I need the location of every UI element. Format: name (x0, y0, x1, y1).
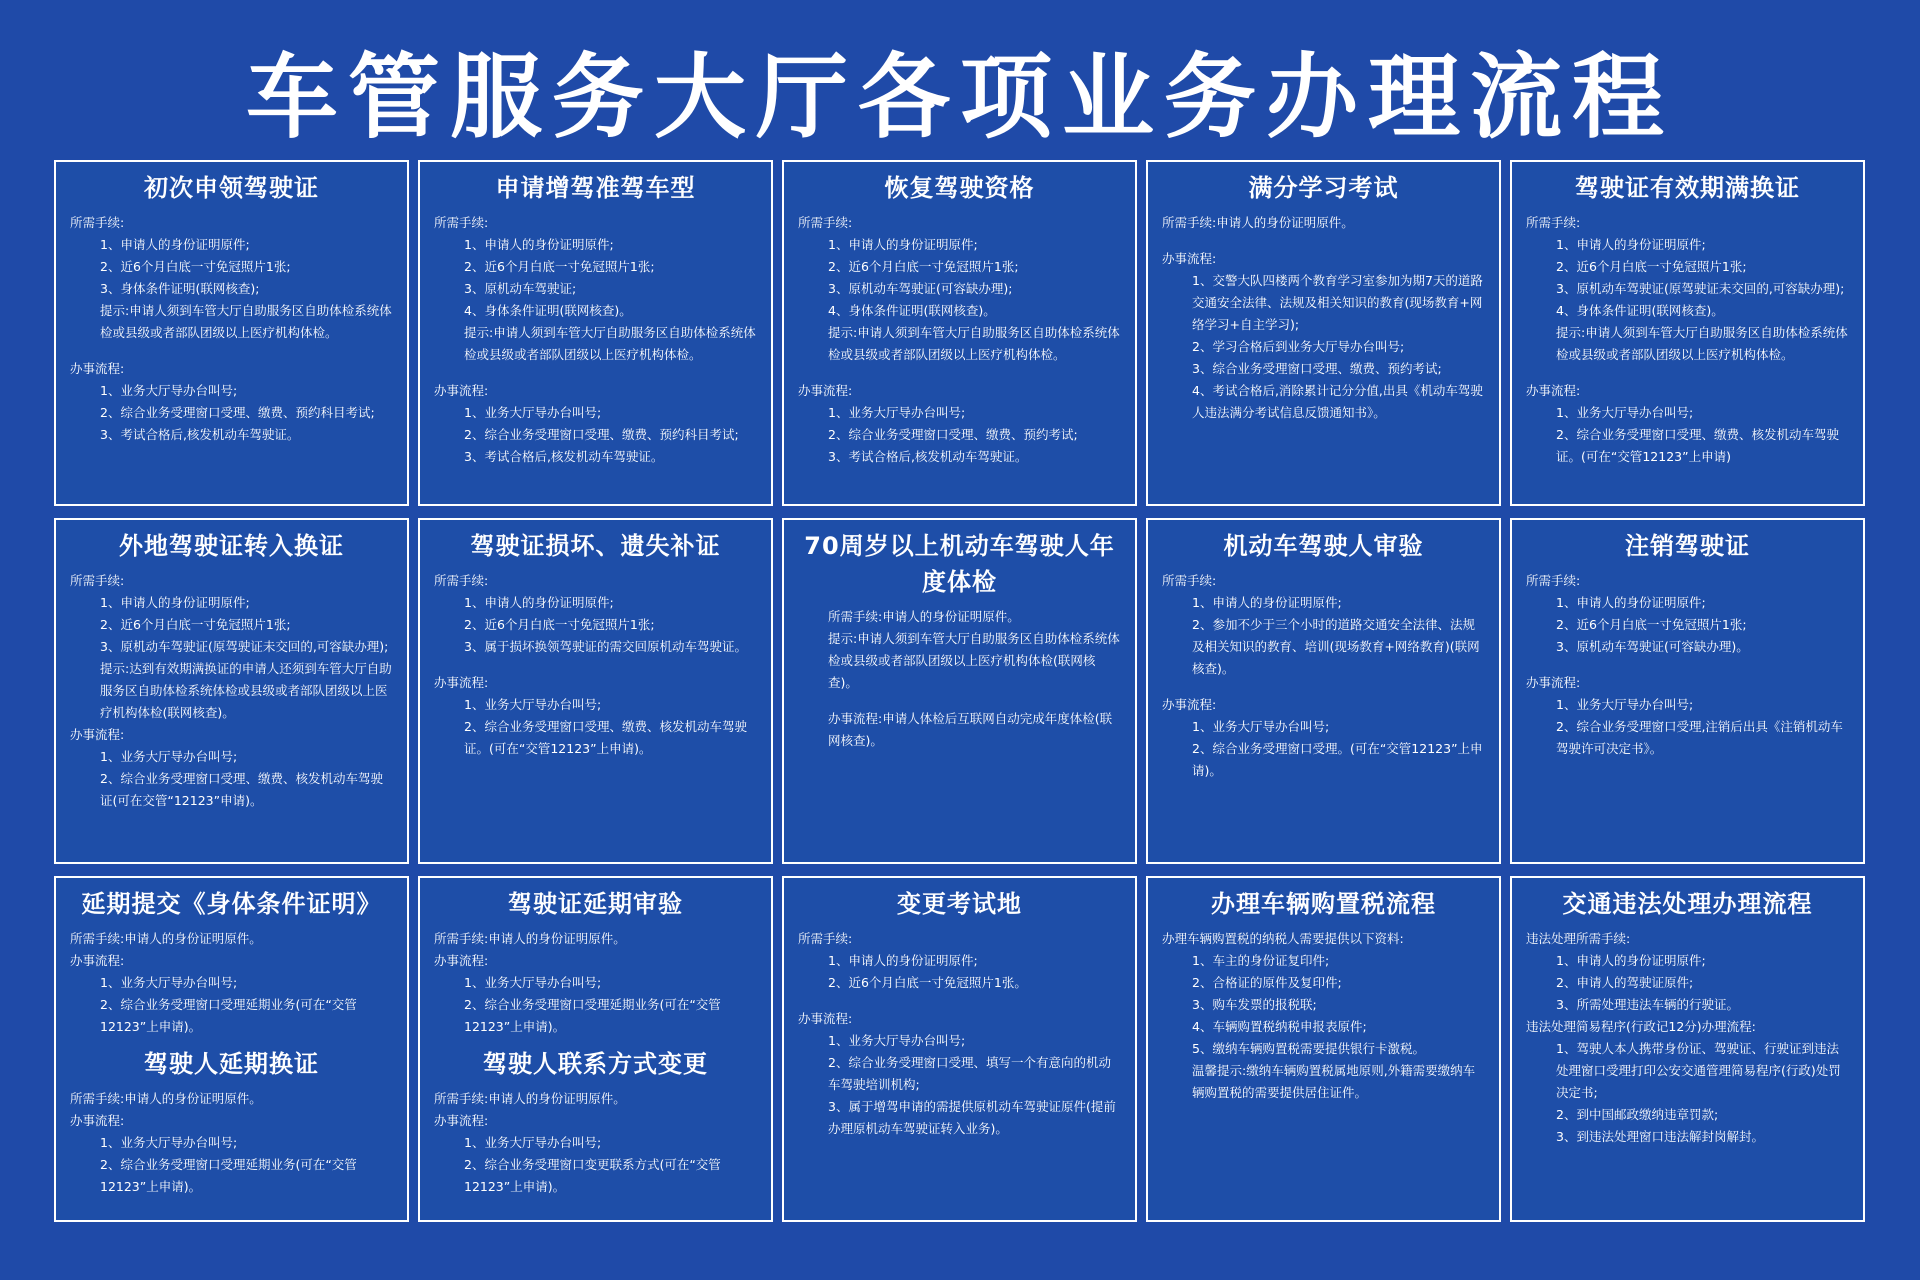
panel-text-line: 4、考试合格后,消除累计记分分值,出具《机动车驾驶人违法满分考试信息反馈通知书》。 (1192, 383, 1483, 420)
panel-text-line: 所需手续:申请人的身份证明原件。 (1162, 215, 1354, 230)
panel-text-line: 2、合格证的原件及复印件; (1192, 975, 1342, 990)
process-panel (54, 876, 409, 1222)
panel-text-line: 2、申请人的驾驶证原件; (1556, 975, 1694, 990)
panel-text-line: 3、考试合格后,核发机动车驾驶证。 (828, 449, 1028, 464)
panel-text-line: 办事流程: (1526, 675, 1581, 690)
panel-text-line: 提示:申请人须到车管大厅自助服务区自助体检系统体检或县级或者部队团级以上医疗机构体检。 (828, 325, 1120, 362)
panel-text-line: 1、业务大厅导办台叫号; (464, 1135, 602, 1150)
panel-text-line: 3、原机动车驾驶证; (464, 281, 577, 296)
panel-title: 外地驾驶证转入换证 (119, 532, 344, 560)
panel-text-line: 2、近6个月白底一寸免冠照片1张; (100, 259, 291, 274)
panel-text-line: 3、原机动车驾驶证(原驾驶证未交回的,可容缺办理); (1556, 281, 1845, 296)
spacer (1162, 234, 1485, 248)
panel-text-line: 1、业务大厅导办台叫号; (464, 697, 602, 712)
panel-text-line: 所需手续: (1526, 573, 1581, 588)
panel-text-line: 办事流程: (434, 675, 489, 690)
spacer (1162, 680, 1485, 694)
panel-text-line: 1、申请人的身份证明原件; (1192, 595, 1342, 610)
panel-grid (54, 160, 1866, 1222)
panel-text-line: 1、业务大厅导办台叫号; (100, 749, 238, 764)
panel-text-line: 所需手续: (798, 931, 853, 946)
panel-text-line: 1、业务大厅导办台叫号; (464, 405, 602, 420)
panel-text-line: 办事流程: (434, 383, 489, 398)
panel-text-line: 办事流程: (798, 383, 853, 398)
spacer (798, 994, 1121, 1008)
panel-text-line: 2、近6个月白底一寸免冠照片1张。 (828, 975, 1027, 990)
panel-text-line: 1、申请人的身份证明原件; (100, 237, 250, 252)
process-panel (1510, 876, 1865, 1222)
panel-text-line: 1、业务大厅导办台叫号; (464, 975, 602, 990)
process-panel (782, 518, 1137, 864)
panel-text-line: 1、申请人的身份证明原件; (1556, 953, 1706, 968)
panel-text-line: 办事流程: (434, 953, 489, 968)
panel-text-line: 4、身体条件证明(联网核查)。 (828, 303, 996, 318)
panel-text-line: 1、申请人的身份证明原件; (828, 953, 978, 968)
panel-text-line: 1、申请人的身份证明原件; (464, 237, 614, 252)
panel-title: 初次申领驾驶证 (144, 174, 319, 202)
panel-title: 满分学习考试 (1248, 174, 1399, 202)
panel-text-line: 1、业务大厅导办台叫号; (1192, 719, 1330, 734)
panel-text-line: 3、到违法处理窗口违法解封岗解封。 (1556, 1129, 1764, 1144)
panel-text-line: 提示:申请人须到车管大厅自助服务区自助体检系统体检或县级或者部队团级以上医疗机构体检。 (100, 303, 392, 340)
spacer (434, 658, 757, 672)
panel-text-line: 所需手续: (434, 215, 489, 230)
panel-text-line: 提示:申请人须到车管大厅自助服务区自助体检系统体检或县级或者部队团级以上医疗机构体检。 (1556, 325, 1848, 362)
panel-text-line: 1、业务大厅导办台叫号; (100, 1135, 238, 1150)
panel-text-line: 提示:申请人须到车管大厅自助服务区自助体检系统体检或县级或者部队团级以上医疗机构体检。 (464, 325, 756, 362)
panel-title: 变更考试地 (897, 890, 1022, 918)
panel-text-line: 办事流程:申请人体检后互联网自动完成年度体检(联网核查)。 (828, 711, 1113, 748)
panel-title: 驾驶证有效期满换证 (1575, 174, 1800, 202)
panel-text-line: 2、综合业务受理窗口受理延期业务(可在“交管12123”上申请)。 (100, 997, 357, 1034)
panel-text-line: 1、车主的身份证复印件; (1192, 953, 1330, 968)
panel-text-line: 1、申请人的身份证明原件; (1556, 237, 1706, 252)
panel-text-line: 3、原机动车驾驶证(原驾驶证未交回的,可容缺办理); (100, 639, 389, 654)
panel-text-line: 1、业务大厅导办台叫号; (1556, 697, 1694, 712)
panel-text-line: 提示:达到有效期满换证的申请人还须到车管大厅自助服务区自助体检系统体检或县级或者部队团级以上医疗机构体检(联网核查)。 (100, 661, 392, 720)
panel-text-line: 1、业务大厅导办台叫号; (1556, 405, 1694, 420)
spacer (798, 366, 1121, 380)
panel-text-line: 2、综合业务受理窗口变更联系方式(可在“交管12123”上申请)。 (464, 1157, 721, 1194)
process-panel (782, 876, 1137, 1222)
panel-text-line: 1、业务大厅导办台叫号; (828, 405, 966, 420)
panel-text-line: 办事流程: (70, 953, 125, 968)
panel-text-line: 办事流程: (70, 1113, 125, 1128)
panel-text-line: 办事流程: (70, 727, 125, 742)
spacer (70, 344, 393, 358)
spacer (434, 366, 757, 380)
panel-text-line: 所需手续:申请人的身份证明原件。 (828, 609, 1020, 624)
panel-title: 驾驶人延期换证 (144, 1050, 319, 1078)
panel-text-line: 4、车辆购置税纳税申报表原件; (1192, 1019, 1367, 1034)
panel-text-line: 2、近6个月白底一寸免冠照片1张; (100, 617, 291, 632)
panel-text-line: 1、驾驶人本人携带身份证、驾驶证、行驶证到违法处理窗口受理打印公安交通管理简易程序(行政)处罚决定书; (1556, 1041, 1841, 1100)
process-panel (54, 160, 409, 506)
panel-text-line: 3、属于增驾申请的需提供原机动车驾驶证原件(提前办理原机动车驾驶证转入业务)。 (828, 1099, 1116, 1136)
panel-text-line: 所需手续:申请人的身份证明原件。 (70, 1091, 262, 1106)
panel-text-line: 3、购车发票的报税联; (1192, 997, 1317, 1012)
panel-text-line: 5、缴纳车辆购置税需要提供银行卡激税。 (1192, 1041, 1425, 1056)
process-panel (1510, 160, 1865, 506)
panel-text-line: 4、身体条件证明(联网核查)。 (464, 303, 632, 318)
panel-text-line: 4、身体条件证明(联网核查)。 (1556, 303, 1724, 318)
panel-text-line: 2、综合业务受理窗口受理延期业务(可在“交管12123”上申请)。 (464, 997, 721, 1034)
process-panel (418, 518, 773, 864)
panel-text-line: 2、综合业务受理窗口受理、缴费、核发机动车驾驶证(可在交管“12123”申请)。 (100, 771, 383, 808)
panel-text-line: 2、近6个月白底一寸免冠照片1张; (828, 259, 1019, 274)
panel-text-line: 办事流程: (434, 1113, 489, 1128)
panel-text-line: 1、业务大厅导办台叫号; (828, 1033, 966, 1048)
panel-text-line: 2、综合业务受理窗口受理、缴费、预约考试; (828, 427, 1078, 442)
page-title: 车管服务大厅各项业务办理流程 (245, 44, 1674, 151)
panel-title: 驾驶人联系方式变更 (483, 1050, 708, 1078)
panel-text-line: 2、综合业务受理窗口受理。(可在“交管12123”上申请)。 (1192, 741, 1483, 778)
panel-text-line: 2、学习合格后到业务大厅导办台叫号; (1192, 339, 1405, 354)
panel-title: 注销驾驶证 (1625, 532, 1750, 560)
panel-text-line: 违法处理所需手续: (1526, 931, 1631, 946)
panel-title: 延期提交《身体条件证明》 (81, 890, 382, 918)
panel-text-line: 3、考试合格后,核发机动车驾驶证。 (100, 427, 300, 442)
panel-text-line: 1、申请人的身份证明原件; (464, 595, 614, 610)
panel-text-line: 所需手续: (798, 215, 853, 230)
panel-text-line: 3、考试合格后,核发机动车驾驶证。 (464, 449, 664, 464)
panel-text-line: 3、原机动车驾驶证(可容缺办理); (828, 281, 1013, 296)
panel-text-line: 办事流程: (70, 361, 125, 376)
spacer (1526, 366, 1849, 380)
panel-text-line: 2、近6个月白底一寸免冠照片1张; (464, 259, 655, 274)
process-panel (54, 518, 409, 864)
process-panel (1146, 876, 1501, 1222)
panel-text-line: 2、近6个月白底一寸免冠照片1张; (1556, 617, 1747, 632)
panel-text-line: 所需手续: (1526, 215, 1581, 230)
panel-text-line: 所需手续: (1162, 573, 1217, 588)
panel-title: 70周岁以上机动车驾驶人年度体检 (804, 532, 1115, 596)
process-panel (1146, 160, 1501, 506)
process-panel (418, 876, 773, 1222)
panel-text-line: 所需手续:申请人的身份证明原件。 (434, 931, 626, 946)
panel-title: 驾驶证延期审验 (508, 890, 683, 918)
panel-text-line: 3、属于损坏换领驾驶证的需交回原机动车驾驶证。 (464, 639, 747, 654)
panel-text-line: 办事流程: (1162, 251, 1217, 266)
panel-text-line: 2、综合业务受理窗口受理、缴费、核发机动车驾驶证。(可在“交管12123”上申请)。 (464, 719, 747, 756)
panel-title: 恢复驾驶资格 (884, 174, 1035, 202)
panel-text-line: 所需手续:申请人的身份证明原件。 (434, 1091, 626, 1106)
panel-text-line: 所需手续: (434, 573, 489, 588)
process-panel (418, 160, 773, 506)
panel-title: 申请增驾准驾车型 (495, 174, 696, 202)
spacer (1526, 658, 1849, 672)
panel-text-line: 2、综合业务受理窗口受理延期业务(可在“交管12123”上申请)。 (100, 1157, 357, 1194)
panel-text-line: 提示:申请人须到车管大厅自助服务区自助体检系统体检或县级或者部队团级以上医疗机构体检(联网核查)。 (828, 631, 1120, 690)
panel-text-line: 2、近6个月白底一寸免冠照片1张; (464, 617, 655, 632)
panel-text-line: 3、原机动车驾驶证(可容缺办理)。 (1556, 639, 1749, 654)
panel-text-line: 2、综合业务受理窗口受理、缴费、预约科目考试; (464, 427, 739, 442)
panel-text-line: 违法处理简易程序(行政记12分)办理流程: (1526, 1019, 1756, 1034)
panel-text-line: 1、申请人的身份证明原件; (1556, 595, 1706, 610)
process-panel (1510, 518, 1865, 864)
panel-text-line: 1、业务大厅导办台叫号; (100, 383, 238, 398)
panel-title: 机动车驾驶人审验 (1223, 532, 1424, 560)
panel-text-line: 2、到中国邮政缴纳违章罚款; (1556, 1107, 1719, 1122)
panel-text-line: 2、综合业务受理窗口受理、缴费、预约科目考试; (100, 405, 375, 420)
panel-text-line: 1、申请人的身份证明原件; (828, 237, 978, 252)
panel-text-line: 所需手续:申请人的身份证明原件。 (70, 931, 262, 946)
panel-text-line: 办事流程: (1526, 383, 1581, 398)
panel-text-line: 3、综合业务受理窗口受理、缴费、预约考试; (1192, 361, 1442, 376)
panel-text-line: 2、综合业务受理窗口受理,注销后出具《注销机动车驾驶许可决定书》。 (1556, 719, 1843, 756)
panel-title: 交通违法处理办理流程 (1562, 890, 1813, 918)
panel-text-line: 2、参加不少于三个小时的道路交通安全法律、法规及相关知识的教育、培训(现场教育+网络教育)(联网核查)。 (1192, 617, 1480, 676)
panel-text-line: 所需手续: (70, 215, 125, 230)
process-panel (1146, 518, 1501, 864)
panel-text-line: 3、身体条件证明(联网核查); (100, 281, 260, 296)
panel-title: 驾驶证损坏、遗失补证 (470, 532, 721, 560)
panel-text-line: 2、综合业务受理窗口受理、填写一个有意向的机动车驾驶培训机构; (828, 1055, 1111, 1092)
panel-text-line: 2、综合业务受理窗口受理、缴费、核发机动车驾驶证。(可在“交管12123”上申请) (1556, 427, 1839, 464)
panel-text-line: 2、近6个月白底一寸免冠照片1张; (1556, 259, 1747, 274)
panel-text-line: 办事流程: (798, 1011, 853, 1026)
panel-text-line: 温馨提示:缴纳车辆购置税属地原则,外籍需要缴纳车辆购置税的需要提供居住证件。 (1192, 1063, 1476, 1100)
spacer (798, 694, 1121, 708)
panel-text-line: 1、申请人的身份证明原件; (100, 595, 250, 610)
panel-text-line: 3、所需处理违法车辆的行驶证。 (1556, 997, 1739, 1012)
panel-text-line: 1、交警大队四楼两个教育学习室参加为期7天的道路交通安全法律、法规及相关知识的教育(现场教育+网络学习+自主学习); (1192, 273, 1483, 332)
panel-text-line: 办事流程: (1162, 697, 1217, 712)
panel-text-line: 1、业务大厅导办台叫号; (100, 975, 238, 990)
process-panel (782, 160, 1137, 506)
panel-text-line: 所需手续: (70, 573, 125, 588)
panel-text-line: 办理车辆购置税的纳税人需要提供以下资料: (1162, 931, 1404, 946)
panel-title: 办理车辆购置税流程 (1211, 890, 1436, 918)
